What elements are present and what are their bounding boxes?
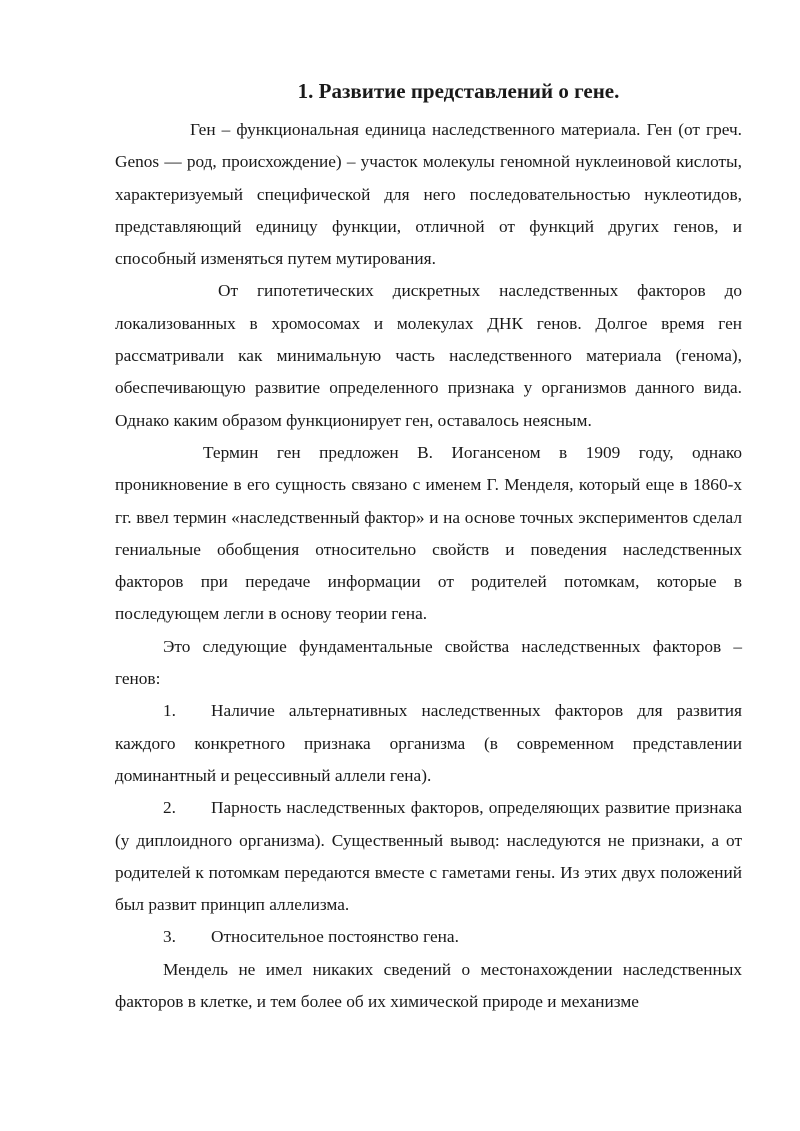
list-item — [115, 921, 742, 953]
list-item-text: Парность наследственных факторов, определяющих развитие признака (у диплоидного организма). Существенный вывод: наследуются не признаки, а от родителей к потомкам передаются вместе с гаметами гены. Из этих двух положений был развит принцип аллелизма. — [115, 798, 742, 915]
list-item — [115, 695, 742, 792]
paragraph-gene-definition: Ген – функциональная единица наследственного материала. Ген (от греч. Genos — род, происхождение) – участок молекулы геномной нуклеиновой кислоты, характеризуемый специфической для него последовательностью нуклеотидов, представляющий единицу функции, отличной от функций других генов, и способный изменяться путем мутирования. — [115, 120, 742, 269]
list-item-number: 2. — [163, 798, 176, 818]
paragraph-properties-intro: Это следующие фундаментальные свойства наследственных факторов – генов: — [115, 636, 742, 689]
list-item — [115, 792, 742, 921]
list-item-number: 1. — [163, 701, 176, 721]
paragraph-mendel: Мендель не имел никаких сведений о местонахождении наследственных факторов в клетке, и тем более об их химической природе и механизме — [115, 959, 742, 1012]
page-title: 1. Развитие представлений о гене. — [297, 79, 620, 103]
document-body — [115, 114, 742, 1018]
list-item-text: Наличие альтернативных наследственных факторов для развития каждого конкретного признака организма (в современном представлении доминантный и рецессивный аллели гена). — [115, 701, 742, 785]
paragraph-term-origin: Термин ген предложен В. Иогансеном в 1909 году, однако проникновение в его сущность связано с именем Г. Менделя, который еще в 1860-х гг. ввел термин «наследственный фактор» и на основе точных экспериментов сделал гениальные обобщения относительно свойств и поведения наследственных факторов при передаче информации от родителей потомкам, которые в последующем легли в основу теории гена. — [115, 442, 742, 624]
list-item-text: Относительное постоянство гена. — [211, 927, 459, 947]
paragraph-gene-history: От гипотетических дискретных наследственных факторов до локализованных в хромосомах и молекулах ДНК генов. Долгое время ген рассматривали как минимальную часть наследственного материала (генома), обеспечивающую развитие определенного признака у организмов данного вида. Однако каким образом функционирует ген, оставалось неясным. — [115, 281, 742, 430]
list-item-number: 3. — [163, 927, 176, 947]
